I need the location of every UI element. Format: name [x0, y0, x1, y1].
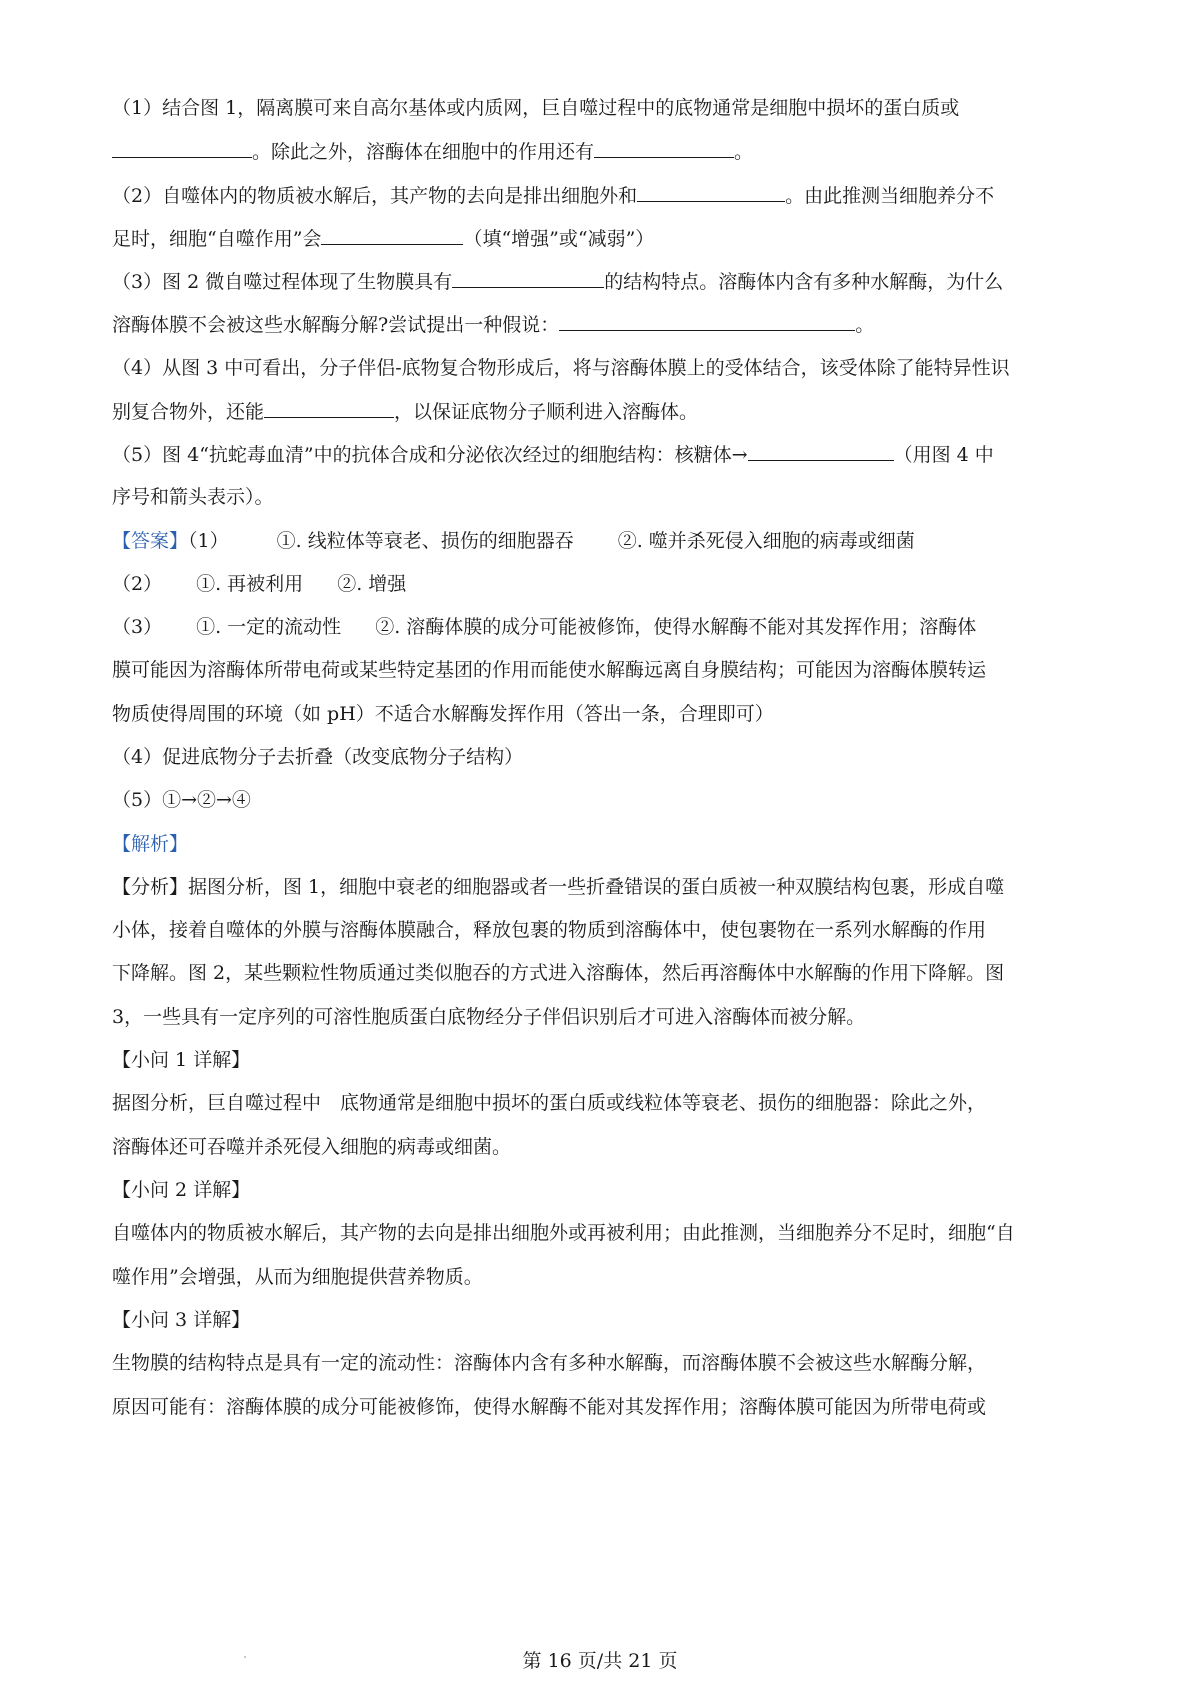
answer-line-3 — [112, 612, 1102, 642]
analysis-label: 【解析】 — [112, 833, 189, 855]
answer-line-5: 物质使得周围的环境（如 pH）不适合水解酶发挥作用（答出一条，合理即可） — [112, 703, 774, 725]
question-2-line-2 — [112, 223, 1102, 254]
detail-1-line-1: 据图分析，巨自噬过程中 底物通常是细胞中损坏的蛋白质或线粒体等衰老、损伤的细胞器：除此之外， — [112, 1092, 987, 1114]
answer-blank — [637, 180, 785, 202]
detail-3-line-1: 生物膜的结构特点是具有一定的流动性：溶酶体内含有多种水解酶，而溶酶体膜不会被这些水解酶分解， — [112, 1352, 987, 1374]
question-text: 足时，细胞“自噬作用”会 — [112, 228, 322, 250]
answer-text: ②. 噬并杀死侵入细胞的病毒或细菌 — [617, 530, 915, 552]
answer-line-2 — [112, 569, 1102, 599]
question-text: 别复合物外，还能 — [112, 401, 265, 423]
question-3-line-1 — [112, 266, 1102, 297]
answer-line-7: （5）①→②→④ — [112, 789, 251, 811]
question-text: （用图 4 中 — [893, 444, 994, 466]
answer-blank — [452, 266, 604, 288]
detail-2-title: 【小问 2 详解】 — [112, 1179, 251, 1201]
question-3-line-2 — [112, 309, 1102, 340]
answer-blank — [112, 136, 252, 158]
analysis-line-1: 【分析】据图分析，图 1，细胞中衰老的细胞器或者一些折叠错误的蛋白质被一种双膜结构包裹，形成自噬 — [112, 876, 1005, 898]
question-4-line-1: （4）从图 3 中可看出，分子伴侣-底物复合物形成后，将与溶酶体膜上的受体结合，该受体除了能特异性识 — [112, 357, 1010, 379]
answer-blank — [321, 223, 463, 245]
answer-text: ①. 再被利用 — [196, 573, 304, 595]
answer-number: （3） — [112, 616, 163, 638]
answer-text: ②. 溶酶体膜的成分可能被修饰，使得水解酶不能对其发挥作用；溶酶体 — [375, 616, 977, 638]
detail-1-line-2: 溶酶体还可吞噬并杀死侵入细胞的病毒或细菌。 — [112, 1136, 512, 1158]
question-5-line-2: 序号和箭头表示）。 — [112, 486, 274, 508]
detail-1-title: 【小问 1 详解】 — [112, 1049, 251, 1071]
answer-blank — [594, 136, 734, 158]
question-text: 。除此之外，溶酶体在细胞中的作用还有 — [252, 141, 595, 163]
detail-2-line-1: 自噬体内的物质被水解后，其产物的去向是排出细胞外或再被利用；由此推测，当细胞养分不足时，细胞“自 — [112, 1222, 1015, 1244]
answer-line-1 — [112, 526, 1102, 556]
answer-text: ②. 增强 — [337, 573, 407, 595]
analysis-line-3: 下降解。图 2，某些颗粒性物质通过类似胞吞的方式进入溶酶体，然后再溶酶体中水解酶的作用下降解。图 — [112, 962, 1005, 984]
question-4-line-2 — [112, 396, 1102, 427]
question-text: 。 — [734, 141, 754, 163]
detail-2-line-2: 噬作用”会增强，从而为细胞提供营养物质。 — [112, 1266, 483, 1288]
question-text: （5）图 4“抗蛇毒血清”中的抗体合成和分泌依次经过的细胞结构：核糖体→ — [112, 444, 748, 466]
answer-text: ①. 一定的流动性 — [196, 616, 342, 638]
analysis-line-2: 小体，接着自噬体的外膜与溶酶体膜融合，释放包裹的物质到溶酶体中，使包裹物在一系列水解酶的作用 — [112, 919, 987, 941]
question-text: （2）自噬体内的物质被水解后，其产物的去向是排出细胞外和 — [112, 185, 638, 207]
detail-3-title: 【小问 3 详解】 — [112, 1309, 251, 1331]
answer-text: ①. 线粒体等衰老、损伤的细胞器吞 — [276, 530, 574, 552]
question-2-line-1 — [112, 180, 1102, 211]
question-5-line-1 — [112, 439, 1102, 470]
answer-number: （2） — [112, 573, 163, 595]
analysis-line-4: 3，一些具有一定序列的可溶性胞质蛋白底物经分子伴侣识别后才可进入溶酶体而被分解。 — [112, 1006, 866, 1028]
question-1-line-1: （1）结合图 1，隔离膜可来自高尔基体或内质网，巨自噬过程中的底物通常是细胞中损坏的蛋白质或 — [112, 97, 960, 119]
question-text: 。由此推测当细胞养分不 — [785, 185, 995, 207]
answer-blank — [264, 396, 394, 418]
question-text: 溶酶体膜不会被这些水解酶分解?尝试提出一种假说： — [112, 314, 560, 336]
question-text: 的结构特点。溶酶体内含有多种水解酶，为什么 — [604, 271, 1004, 293]
answer-line-4: 膜可能因为溶酶体所带电荷或某些特定基团的作用而能使水解酶远离自身膜结构；可能因为溶酶体膜转运 — [112, 659, 987, 681]
page-footer: 第 16 页/共 21 页 — [522, 1650, 678, 1672]
question-text: 。 — [855, 314, 875, 336]
detail-3-line-2: 原因可能有：溶酶体膜的成分可能被修饰，使得水解酶不能对其发挥作用；溶酶体膜可能因为所带电荷或 — [112, 1396, 987, 1418]
answer-blank — [748, 439, 894, 461]
question-text: ，以保证底物分子顺利进入溶酶体。 — [394, 401, 699, 423]
question-text: （填“增强”或“减弱”） — [463, 228, 655, 250]
answer-blank — [559, 309, 855, 331]
answer-label: 【答案】 — [112, 530, 189, 552]
question-1-line-2 — [112, 136, 1102, 167]
question-text: （3）图 2 微自噬过程体现了生物膜具有 — [112, 271, 453, 293]
answer-line-6: （4）促进底物分子去折叠（改变底物分子结构） — [112, 746, 524, 768]
answer-number: （1） — [188, 530, 229, 552]
